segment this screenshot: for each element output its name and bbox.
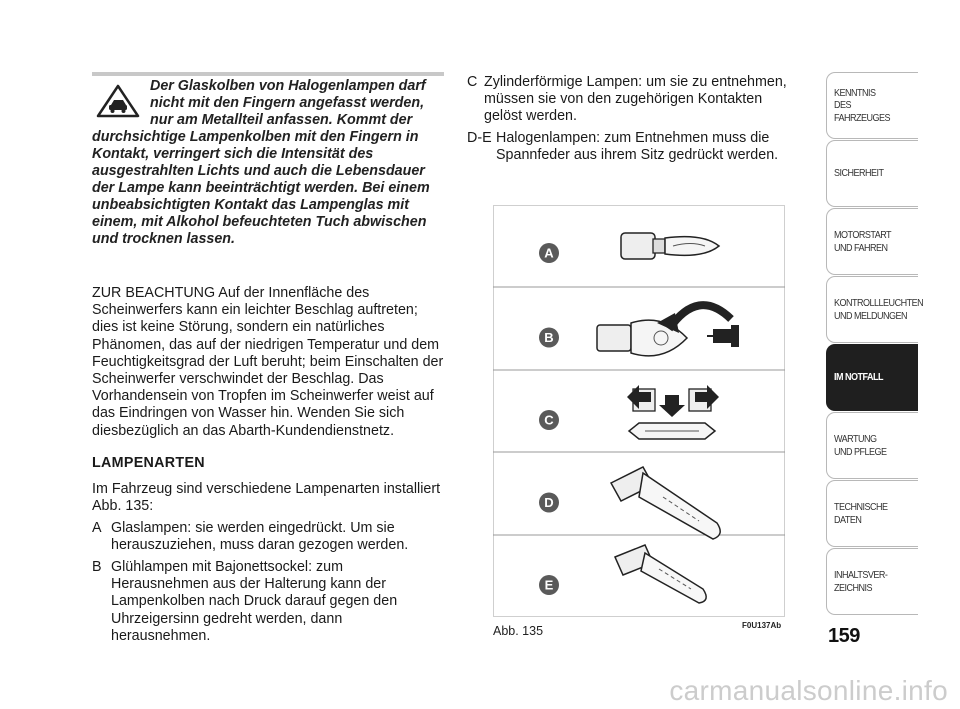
tab-label: KENNTNIS DES FAHRZEUGES bbox=[834, 86, 891, 124]
tab-label: KONTROLLLEUCHTEN UND MELDUNGEN bbox=[834, 297, 924, 322]
tab-im-notfall[interactable] bbox=[826, 344, 918, 411]
lamp-type-b bbox=[92, 559, 444, 645]
lamp-type-key: A bbox=[92, 520, 102, 536]
tab-label: TECHNISCHE DATEN bbox=[834, 501, 888, 526]
section-title: LAMPENARTEN bbox=[92, 455, 205, 471]
warning-block bbox=[92, 78, 444, 248]
tab-technische-daten[interactable] bbox=[826, 480, 918, 547]
tab-label: WARTUNG UND PFLEGE bbox=[834, 433, 887, 458]
lamp-type-c bbox=[467, 74, 802, 126]
lamp-type-key: B bbox=[92, 559, 102, 575]
tab-inhaltsverzeichnis[interactable] bbox=[826, 548, 918, 615]
note-paragraph: ZUR BEACHTUNG Auf der Innenfläche des Scheinwerfers kann ein leichter Beschlag auftreten; dies ist keine Störung, sondern ein natürliches Phänomen, das auf der niedrigen Temperatur und dem Feuchtigkeitsgrad der Luft beruht; beim Einschalten der Scheinwerfer verschwindet der Beschlag. Das Vorhandensein von Tropfen im Scheinwerfer weist auf das Eindringen von Wasser hin. Wenden Sie sich diesbezüglich an das Abarth-Kundendienstnetz. bbox=[92, 285, 444, 439]
lamp-type-text: Glaslampen: sie werden eingedrückt. Um sie herauszuziehen, muss daran gezogen werden. bbox=[111, 520, 409, 554]
tab-wartung[interactable] bbox=[826, 412, 918, 479]
section-intro: Im Fahrzeug sind verschiedene Lampenarten installiert Abb. 135: bbox=[92, 481, 441, 515]
warning-text: Der Glaskolben von Halogenlampen darf nicht mit den Fingern angefasst werden, nur am Metallteil anfassen. Kommt der durchsichtige Lampenkolben mit den Fingern in Kontakt, verringert sich die Intensität des ausgestrahlten Lichts und auch die Lebensdauer der Lampe kann beeinträchtigt werden. Bei einem unbeabsichtigten Kontakt das Lampenglas mit einem, mit Alkohol befeuchteten Tuch abwischen und trocknen lassen. bbox=[92, 78, 430, 247]
lamp-type-key: D-E bbox=[467, 130, 492, 146]
tab-kenntnis[interactable] bbox=[826, 72, 918, 139]
warning-top-rule bbox=[92, 72, 444, 76]
figure-caption: Abb. 135 bbox=[493, 624, 544, 638]
watermark: carmanualsonline.info bbox=[669, 675, 948, 706]
lamp-type-text: Halogenlampen: zum Entnehmen muss die Spannfeder aus ihrem Sitz gedrückt werden. bbox=[496, 130, 779, 164]
tab-label: IM NOTFALL bbox=[834, 371, 884, 384]
tab-sicherheit[interactable] bbox=[826, 140, 918, 207]
lamp-type-key: C bbox=[467, 74, 478, 90]
lamp-types-figure bbox=[493, 205, 785, 617]
lamp-type-a bbox=[92, 520, 444, 554]
panel-badge-label: A bbox=[544, 245, 554, 261]
tab-label: INHALTSVER- ZEICHNIS bbox=[834, 569, 888, 594]
tab-label: SICHERHEIT bbox=[834, 167, 884, 180]
page-number: 159 bbox=[828, 625, 860, 647]
tab-label: MOTORSTART UND FAHREN bbox=[834, 229, 892, 254]
lamp-type-text: Zylinderförmige Lampen: um sie zu entnehmen, müssen sie von den zugehörigen Kontakten gelöst werden. bbox=[484, 74, 787, 125]
figure-code: F0U137Ab bbox=[742, 621, 782, 630]
panel-badge-label: B bbox=[544, 330, 554, 345]
panel-badge-label: D bbox=[544, 495, 554, 510]
tab-motorstart[interactable] bbox=[826, 208, 918, 275]
tab-kontrollleuchten[interactable] bbox=[826, 276, 924, 343]
panel-badge-label: E bbox=[544, 577, 554, 593]
chapter-tabs bbox=[826, 72, 924, 616]
lamp-type-text: Glühlampen mit Bajonettsockel: zum Herausnehmen aus der Halterung kann der Lampenkolben nach Druck darauf gegen den Uhrzeigersinn gedreht werden, dann herausnehmen. bbox=[111, 559, 398, 644]
panel-badge-label: C bbox=[544, 412, 554, 428]
lamp-type-de bbox=[467, 130, 802, 164]
